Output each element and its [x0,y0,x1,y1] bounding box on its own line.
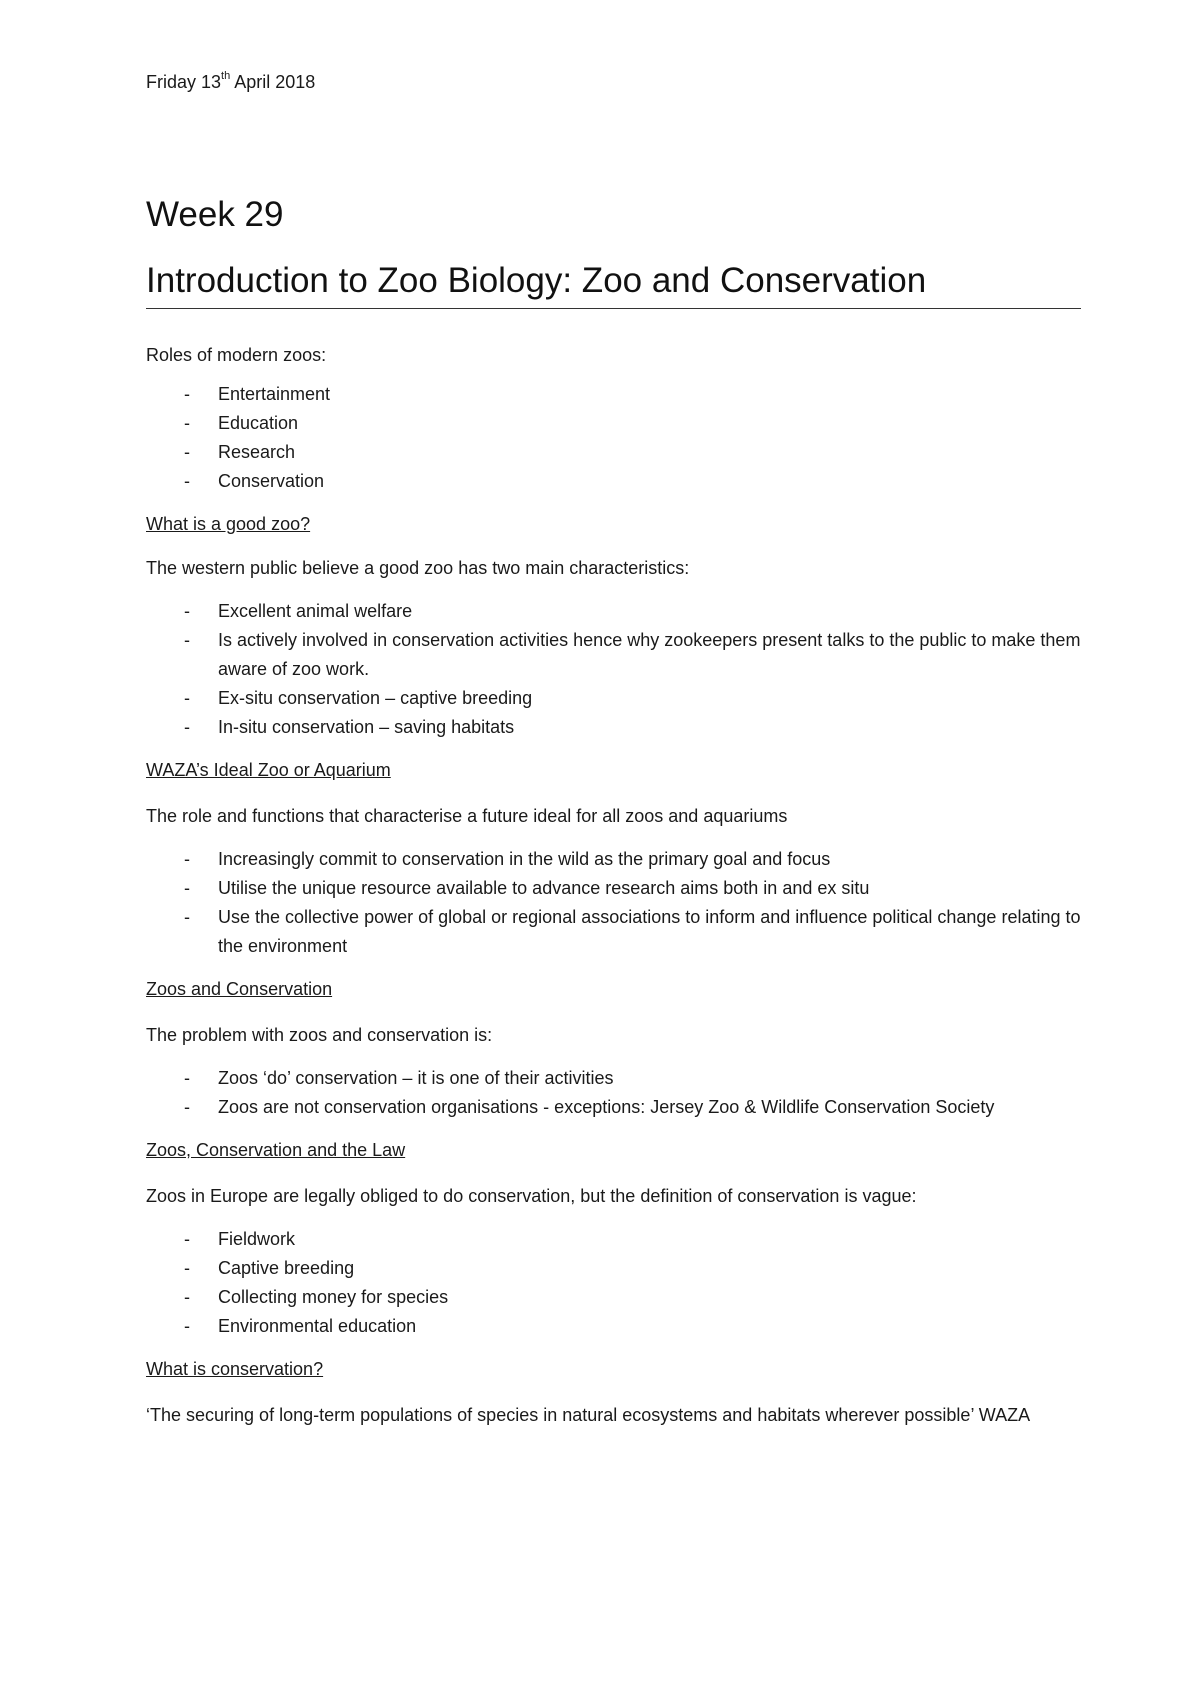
section-heading-what-is-conservation: What is conservation? [146,1359,324,1379]
list-item: - Excellent animal welfare [184,601,413,621]
section-heading-waza-ideal: WAZA’s Ideal Zoo or Aquarium [146,760,391,780]
list-item: - Environmental education [184,1316,417,1336]
list-item: - Zoos ‘do’ conservation – it is one of their activities [184,1068,614,1088]
list-item: - Utilise the unique resource available to advance research aims both in and ex situ [184,878,870,898]
document-content [146,70,1081,1430]
law-intro: Zoos in Europe are legally obliged to do conservation, but the definition of conservation is vague: [146,1186,917,1206]
list-item: - Is actively involved in conservation activities hence why zookeepers present talks to the public to make them aware of zoo work. [184,630,1081,679]
zoos-conservation-list [146,1064,1081,1122]
date-day: Friday 13 [146,72,222,92]
waza-ideal-list [146,845,1081,961]
list-item: - Use the collective power of global or regional associations to inform and influence political change relating to the environment [184,907,1081,956]
list-item: - Entertainment [184,384,331,404]
law-list [146,1225,1081,1341]
list-item: - Education [184,413,299,433]
section-heading-zoos-conservation: Zoos and Conservation [146,979,333,999]
list-item: - Research [184,442,296,462]
waza-ideal-intro: The role and functions that characterise a future ideal for all zoos and aquariums [146,806,788,826]
zoos-conservation-intro: The problem with zoos and conservation is: [146,1025,493,1045]
roles-intro: Roles of modern zoos: [146,345,327,365]
section-heading-good-zoo: What is a good zoo? [146,514,311,534]
document-title: Introduction to Zoo Biology: Zoo and Conservation [146,258,1081,309]
date-ordinal-suffix: th [221,70,231,82]
date-month-year: April 2018 [230,72,316,92]
list-item: - Ex-situ conservation – captive breeding [184,688,533,708]
good-zoo-intro: The western public believe a good zoo has two main characteristics: [146,558,690,578]
document-date [146,70,1081,94]
list-item: - Captive breeding [184,1258,355,1278]
roles-list [146,380,1081,496]
list-item: - Collecting money for species [184,1287,449,1307]
good-zoo-list [146,597,1081,742]
list-item: - Fieldwork [184,1229,296,1249]
conservation-quote: ‘The securing of long-term populations of species in natural ecosystems and habitats wherever possible’ WAZA [146,1405,1031,1425]
list-item: - Conservation [184,471,325,491]
list-item: - Zoos are not conservation organisations - exceptions: Jersey Zoo & Wildlife Conservation Society [184,1097,995,1117]
list-item: - In-situ conservation – saving habitats [184,717,515,737]
section-heading-law: Zoos, Conservation and the Law [146,1140,406,1160]
week-heading: Week 29 [146,195,284,234]
list-item: - Increasingly commit to conservation in the wild as the primary goal and focus [184,849,831,869]
